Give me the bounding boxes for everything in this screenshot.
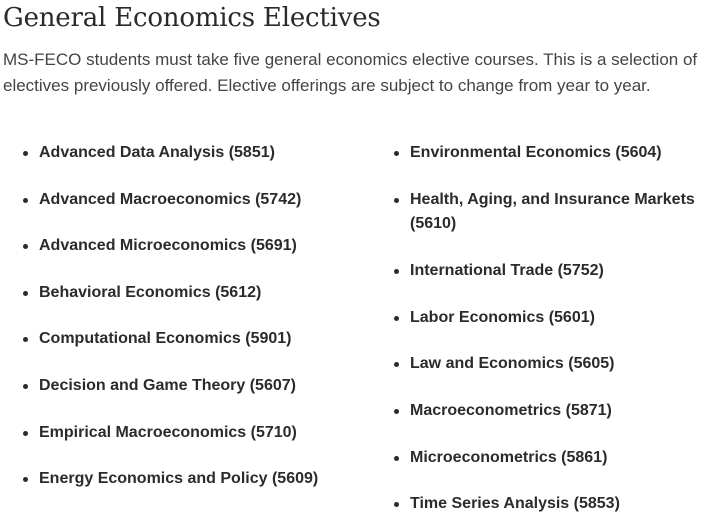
list-item xyxy=(39,467,318,491)
bullet-icon xyxy=(394,198,399,203)
course-name: Environmental Economics (5604) xyxy=(410,144,662,161)
bullet-icon xyxy=(394,269,399,274)
course-name: Energy Economics and Policy (5609) xyxy=(39,470,319,487)
list-item xyxy=(410,492,620,516)
list-item xyxy=(39,421,297,445)
course-name: Time Series Analysis (5853) xyxy=(410,495,620,512)
list-item xyxy=(39,327,292,351)
list-item xyxy=(39,374,296,398)
bullet-icon xyxy=(23,151,28,156)
list-item xyxy=(39,141,275,165)
bullet-icon xyxy=(394,409,399,414)
course-name: Empirical Macroeconomics (5710) xyxy=(39,424,297,441)
bullet-icon xyxy=(23,198,28,203)
list-item xyxy=(39,281,261,305)
list-item xyxy=(410,188,710,236)
course-name: International Trade (5752) xyxy=(410,262,604,279)
bullet-icon xyxy=(23,431,28,436)
course-name: Microeconometrics (5861) xyxy=(410,449,608,466)
course-name: Behavioral Economics (5612) xyxy=(39,284,262,301)
list-item xyxy=(410,141,662,165)
course-name: Advanced Microeconomics (5691) xyxy=(39,237,297,254)
course-name: Labor Economics (5601) xyxy=(410,309,595,326)
course-name: Law and Economics (5605) xyxy=(410,355,615,372)
list-item xyxy=(410,306,595,330)
intro-paragraph: MS-FECO students must take five general economics elective courses. This is a selection of electives previously offered. Elective offerings are subject to change from year to year. xyxy=(3,50,698,95)
bullet-icon xyxy=(394,362,399,367)
list-item xyxy=(410,352,615,376)
course-name: Health, Aging, and Insurance Markets (5610) xyxy=(410,191,695,232)
course-name: Computational Economics (5901) xyxy=(39,330,292,347)
bullet-icon xyxy=(394,456,399,461)
bullet-icon xyxy=(23,244,28,249)
list-item xyxy=(410,446,607,470)
bullet-icon xyxy=(394,151,399,156)
course-name: Macroeconometrics (5871) xyxy=(410,402,612,419)
list-item xyxy=(39,234,297,258)
course-name: Advanced Macroeconomics (5742) xyxy=(39,191,302,208)
course-name: Decision and Game Theory (5607) xyxy=(39,377,296,394)
bullet-icon xyxy=(23,291,28,296)
list-item xyxy=(410,259,604,283)
bullet-icon xyxy=(394,316,399,321)
bullet-icon xyxy=(23,337,28,342)
bullet-icon xyxy=(23,384,28,389)
bullet-icon xyxy=(394,502,399,507)
page-title: General Economics Electives xyxy=(3,3,381,33)
list-item xyxy=(39,188,301,212)
bullet-icon xyxy=(23,477,28,482)
course-name: Advanced Data Analysis (5851) xyxy=(39,144,275,161)
list-item xyxy=(410,399,612,423)
